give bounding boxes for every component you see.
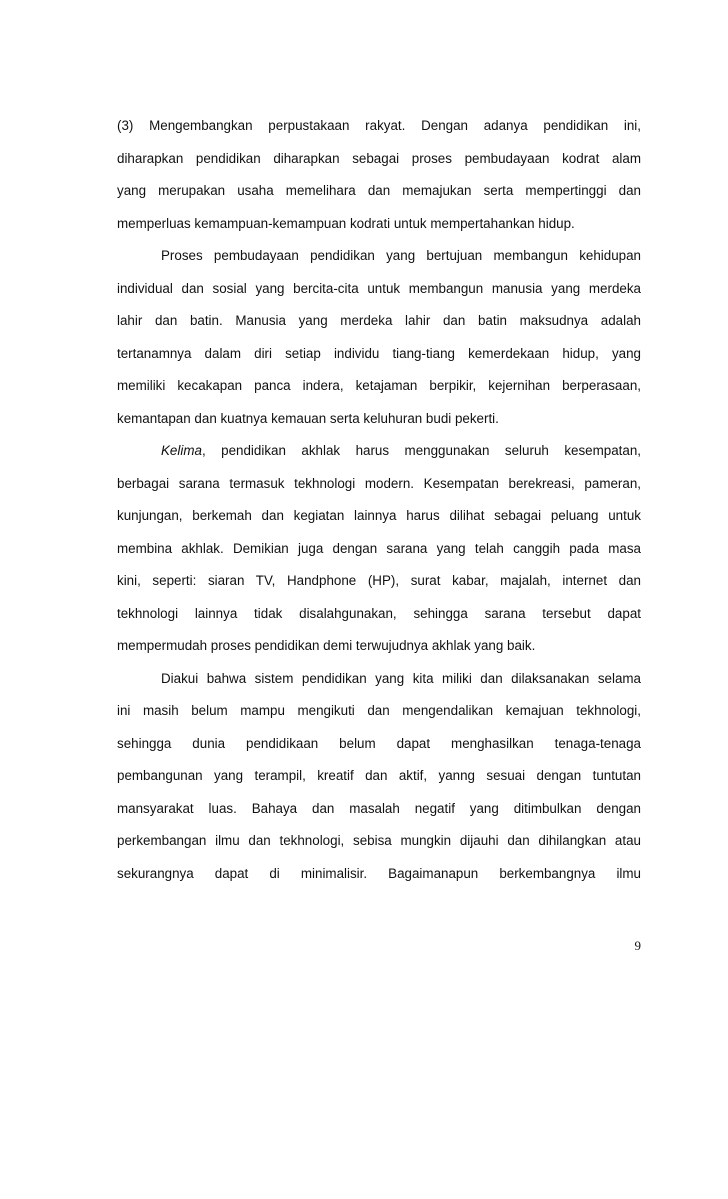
text-line: membina akhlak. Demikian juga dengan sarana yang telah canggih pada masa [117, 540, 641, 556]
text-line: (3) Mengembangkan perpustakaan rakyat. Dengan adanya pendidikan ini, [117, 118, 641, 133]
text-line: Diakui bahwa sistem pendidikan yang kita miliki dan dilaksanakan selama [161, 670, 641, 686]
text-line: sekurangnya dapat di minimalisir. Bagaimanapun berkembangnya ilmu [117, 865, 641, 881]
text-line [117, 438, 641, 471]
text-line: kunjungan, berkemah dan kegiatan lainnya harus dilihat sebagai peluang untuk [117, 508, 641, 523]
text-line: kemantapan dan kuatnya kemauan serta keluhuran budi pekerti. [117, 410, 499, 426]
text-line: tekhnologi lainnya tidak disalahgunakan, sehingga sarana tersebut dapat [117, 605, 641, 621]
text-line: mansyarakat luas. Bahaya dan masalah negatif yang ditimbulkan dengan [117, 800, 641, 816]
text-line: kini, seperti: siaran TV, Handphone (HP), surat kabar, majalah, internet dan [117, 573, 641, 588]
text-line: yang merupakan usaha memelihara dan memajukan serta mempertinggi dan [117, 183, 641, 198]
text-line: mempermudah proses pendidikan demi terwujudnya akhlak yang baik. [117, 638, 536, 653]
text-line: ini masih belum mampu mengikuti dan mengendalikan kemajuan tekhnologi, [117, 703, 641, 718]
text-span: , pendidikan akhlak harus menggunakan seluruh kesempatan, [201, 443, 641, 458]
text-line: lahir dan batin. Manusia yang merdeka lahir dan batin maksudnya adalah [117, 313, 641, 328]
text-line: diharapkan pendidikan diharapkan sebagai proses pembudayaan kodrat alam [117, 150, 641, 166]
text-line: sehingga dunia pendidikaan belum dapat menghasilkan tenaga-tenaga [117, 735, 641, 751]
body-text [117, 113, 641, 893]
text-line: Proses pembudayaan pendidikan yang bertujuan membangun kehidupan [161, 248, 641, 263]
text-line: individual dan sosial yang bercita-cita untuk membangun manusia yang merdeka [117, 280, 641, 296]
text-line: berbagai sarana termasuk tekhnologi modern. Kesempatan berekreasi, pameran, [117, 475, 641, 491]
page-number: 9 [634, 938, 641, 953]
text-line: perkembangan ilmu dan tekhnologi, sebisa mungkin dijauhi dan dihilangkan atau [117, 833, 641, 848]
text-line: memperluas kemampuan-kemampuan kodrati untuk mempertahankan hidup. [117, 215, 575, 231]
text-line: pembangunan yang terampil, kreatif dan aktif, yanng sesuai dengan tuntutan [117, 768, 641, 783]
text-line: tertanamnya dalam diri setiap individu tiang-tiang kemerdekaan hidup, yang [117, 345, 641, 361]
italic-term: Kelima [161, 443, 202, 458]
text-line: memiliki kecakapan panca indera, ketajaman berpikir, kejernihan berperasaan, [117, 378, 641, 393]
